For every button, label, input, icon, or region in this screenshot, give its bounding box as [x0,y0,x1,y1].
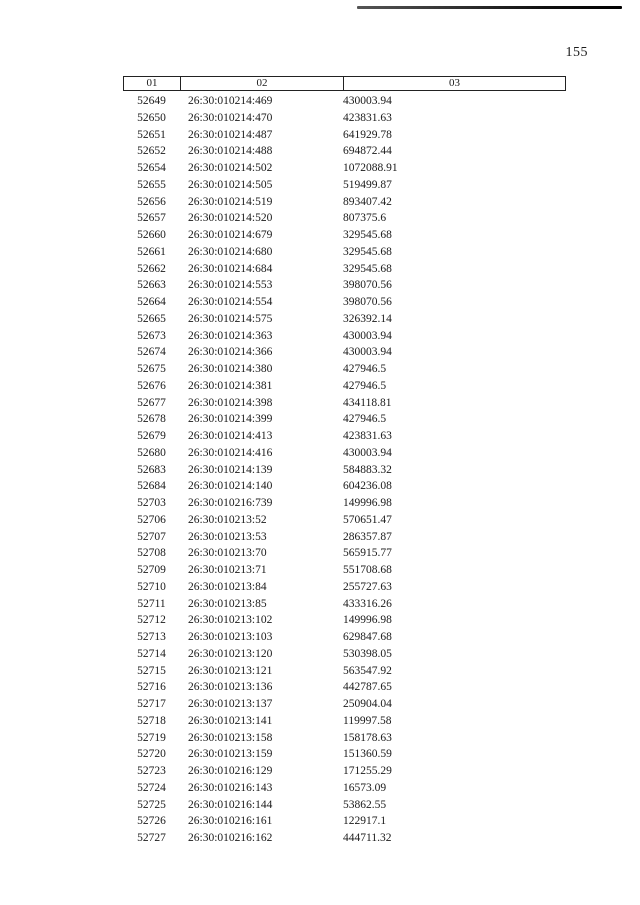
cell-value: 16573.09 [343,781,387,794]
cell-id: 52718 [137,714,166,727]
table-row [123,830,566,847]
cell-id: 52713 [137,631,166,643]
cell-cadastral-number: 26:30:010214:575 [188,312,273,325]
page-number: 155 [565,45,588,60]
column-header-02: 02 [181,77,344,90]
cell-cadastral-number: 26:30:010214:380 [188,363,273,375]
table-row [123,361,566,378]
cell-cadastral-number: 26:30:010214:519 [188,195,273,208]
table-row [123,177,566,194]
cell-value: 329545.68 [343,229,392,241]
cell-id: 52709 [137,564,166,576]
cell-cadastral-number: 26:30:010213:102 [188,614,273,627]
cell-value: 158178.63 [343,731,392,744]
cell-value: 604236.08 [343,480,392,493]
table-row [123,462,566,479]
cell-value: 430003.94 [343,95,392,107]
table-row [123,663,566,680]
cell-id: 52652 [137,145,166,158]
cell-value: 442787.65 [343,681,392,694]
cell-cadastral-number: 26:30:010213:71 [188,564,267,576]
cell-value: 329545.68 [343,245,392,258]
table-row [123,445,566,462]
table-row [123,328,566,345]
cell-value: 398070.56 [343,279,392,292]
table-row [123,746,566,763]
cell-id: 52707 [137,530,166,543]
table-row [123,495,566,512]
cell-id: 52723 [137,765,166,777]
table-row [123,579,566,596]
cell-cadastral-number: 26:30:010216:739 [188,497,273,509]
cell-cadastral-number: 26:30:010213:159 [188,748,273,761]
cell-cadastral-number: 26:30:010214:488 [188,145,273,158]
table-body [123,93,566,847]
table-row [123,428,566,445]
cell-value: 149996.98 [343,614,392,627]
cell-cadastral-number: 26:30:010214:413 [188,430,273,442]
top-rule [357,6,622,9]
cell-id: 52663 [137,279,166,292]
table-row [123,713,566,730]
cell-cadastral-number: 26:30:010214:366 [188,346,273,359]
cell-value: 584883.32 [343,463,392,476]
cell-id: 52726 [137,815,166,828]
table-row [123,646,566,663]
table-row [123,294,566,311]
cell-value: 570651.47 [343,513,392,526]
cell-id: 52651 [137,128,166,141]
cell-id: 52662 [137,262,166,275]
cell-id: 52684 [137,480,166,493]
table-row [123,395,566,412]
cell-value: 430003.94 [343,329,392,342]
cell-value: 151360.59 [343,748,392,761]
cell-cadastral-number: 26:30:010216:161 [188,815,273,828]
cell-cadastral-number: 26:30:010214:470 [188,111,273,124]
cell-cadastral-number: 26:30:010213:85 [188,597,267,610]
cell-value: 807375.6 [343,212,387,225]
cell-cadastral-number: 26:30:010216:143 [188,781,273,794]
cell-cadastral-number: 26:30:010216:162 [188,832,273,844]
cell-id: 52725 [137,798,166,811]
cell-cadastral-number: 26:30:010213:158 [188,731,273,744]
cell-id: 52665 [137,312,166,325]
cell-cadastral-number: 26:30:010214:679 [188,229,273,241]
cell-id: 52676 [137,379,166,392]
cell-id: 52717 [137,698,166,710]
cell-cadastral-number: 26:30:010213:53 [188,530,267,543]
cell-value: 434118.81 [343,396,392,409]
table-row [123,780,566,797]
cell-cadastral-number: 26:30:010214:469 [188,95,273,107]
cell-id: 52660 [137,229,166,241]
table-row [123,261,566,278]
cell-cadastral-number: 26:30:010214:139 [188,463,273,476]
table-row [123,512,566,529]
cell-value: 565915.77 [343,547,392,560]
cell-id: 52711 [137,597,166,610]
table-row [123,612,566,629]
cell-cadastral-number: 26:30:010214:505 [188,178,273,191]
cell-cadastral-number: 26:30:010214:554 [188,296,273,308]
cell-cadastral-number: 26:30:010214:487 [188,128,273,141]
cell-value: 427946.5 [343,413,387,426]
cell-id: 52654 [137,162,166,174]
cell-id: 52710 [137,580,166,593]
cell-value: 427946.5 [343,363,387,375]
cell-id: 52650 [137,111,166,124]
table-row [123,378,566,395]
cell-cadastral-number: 26:30:010214:680 [188,245,273,258]
cell-cadastral-number: 26:30:010213:70 [188,547,267,560]
cell-value: 694872.44 [343,145,392,158]
table-header [123,76,566,91]
cell-value: 398070.56 [343,296,392,308]
cell-value: 171255.29 [343,765,392,777]
cell-value: 423831.63 [343,430,392,442]
cell-cadastral-number: 26:30:010214:684 [188,262,273,275]
cell-value: 641929.78 [343,128,392,141]
cell-value: 250904.04 [343,698,392,710]
table-row [123,730,566,747]
cell-value: 433316.26 [343,597,392,610]
table-row [123,244,566,261]
cell-cadastral-number: 26:30:010216:144 [188,798,273,811]
cell-value: 53862.55 [343,798,387,811]
cell-id: 52720 [137,748,166,761]
cell-id: 52724 [137,781,166,794]
cell-value: 519499.87 [343,178,392,191]
cell-value: 286357.87 [343,530,392,543]
cell-cadastral-number: 26:30:010213:137 [188,698,273,710]
table-row [123,629,566,646]
cell-id: 52727 [137,832,166,844]
cell-value: 629847.68 [343,631,392,643]
cell-value: 122917.1 [343,815,387,828]
cell-value: 326392.14 [343,312,392,325]
cell-value: 430003.94 [343,446,392,459]
cell-id: 52703 [137,497,166,509]
table-row [123,344,566,361]
cell-cadastral-number: 26:30:010214:520 [188,212,273,225]
cell-id: 52719 [137,731,166,744]
cell-value: 444711.32 [343,832,392,844]
cell-cadastral-number: 26:30:010214:381 [188,379,273,392]
cell-cadastral-number: 26:30:010213:52 [188,513,267,526]
table-row [123,763,566,780]
cell-cadastral-number: 26:30:010213:141 [188,714,273,727]
cell-value: 427946.5 [343,379,387,392]
table-row [123,143,566,160]
cell-id: 52674 [137,346,166,359]
cell-cadastral-number: 26:30:010214:502 [188,162,273,174]
cell-id: 52715 [137,664,166,677]
column-header-03: 03 [449,77,460,89]
cell-cadastral-number: 26:30:010213:136 [188,681,273,694]
cell-value: 423831.63 [343,111,392,124]
cell-value: 530398.05 [343,647,392,660]
table-row [123,679,566,696]
cell-id: 52679 [137,430,166,442]
cell-id: 52683 [137,463,166,476]
cell-cadastral-number: 26:30:010214:398 [188,396,273,409]
cell-id: 52680 [137,446,166,459]
cell-cadastral-number: 26:30:010213:84 [188,580,267,593]
cell-value: 1072088.91 [343,162,398,174]
cell-cadastral-number: 26:30:010213:103 [188,631,273,643]
data-table [123,76,566,847]
table-row [123,696,566,713]
table-row [123,311,566,328]
table-row [123,562,566,579]
cell-cadastral-number: 26:30:010214:140 [188,480,273,493]
table-row [123,127,566,144]
cell-value: 893407.42 [343,195,392,208]
cell-cadastral-number: 26:30:010214:416 [188,446,273,459]
cell-value: 255727.63 [343,580,392,593]
cell-cadastral-number: 26:30:010213:121 [188,664,273,677]
table-row [123,110,566,127]
cell-id: 52712 [137,614,166,627]
cell-id: 52649 [137,95,166,107]
table-row [123,160,566,177]
table-row [123,411,566,428]
cell-id: 52677 [137,396,166,409]
cell-id: 52678 [137,413,166,426]
cell-value: 551708.68 [343,564,392,576]
cell-id: 52716 [137,681,166,694]
table-row [123,813,566,830]
table-row [123,277,566,294]
cell-cadastral-number: 26:30:010214:363 [188,329,273,342]
table-row [123,210,566,227]
cell-id: 52706 [137,513,166,526]
cell-value: 563547.92 [343,664,392,677]
cell-id: 52708 [137,547,166,560]
cell-id: 52664 [137,296,166,308]
cell-value: 329545.68 [343,262,392,275]
cell-id: 52673 [137,329,166,342]
cell-id: 52656 [137,195,166,208]
cell-value: 149996.98 [343,497,392,509]
table-row [123,227,566,244]
table-row [123,194,566,211]
cell-id: 52661 [137,245,166,258]
column-header-01: 01 [124,77,181,90]
table-row [123,596,566,613]
table-row [123,545,566,562]
cell-cadastral-number: 26:30:010213:120 [188,647,273,660]
cell-cadastral-number: 26:30:010214:399 [188,413,273,426]
cell-value: 430003.94 [343,346,392,359]
cell-id: 52675 [137,363,166,375]
cell-value: 119997.58 [343,714,392,727]
table-row [123,93,566,110]
cell-id: 52657 [137,212,166,225]
cell-cadastral-number: 26:30:010216:129 [188,765,273,777]
table-row [123,529,566,546]
cell-cadastral-number: 26:30:010214:553 [188,279,273,292]
cell-id: 52655 [137,178,166,191]
table-row [123,478,566,495]
table-row [123,797,566,814]
cell-id: 52714 [137,647,166,660]
